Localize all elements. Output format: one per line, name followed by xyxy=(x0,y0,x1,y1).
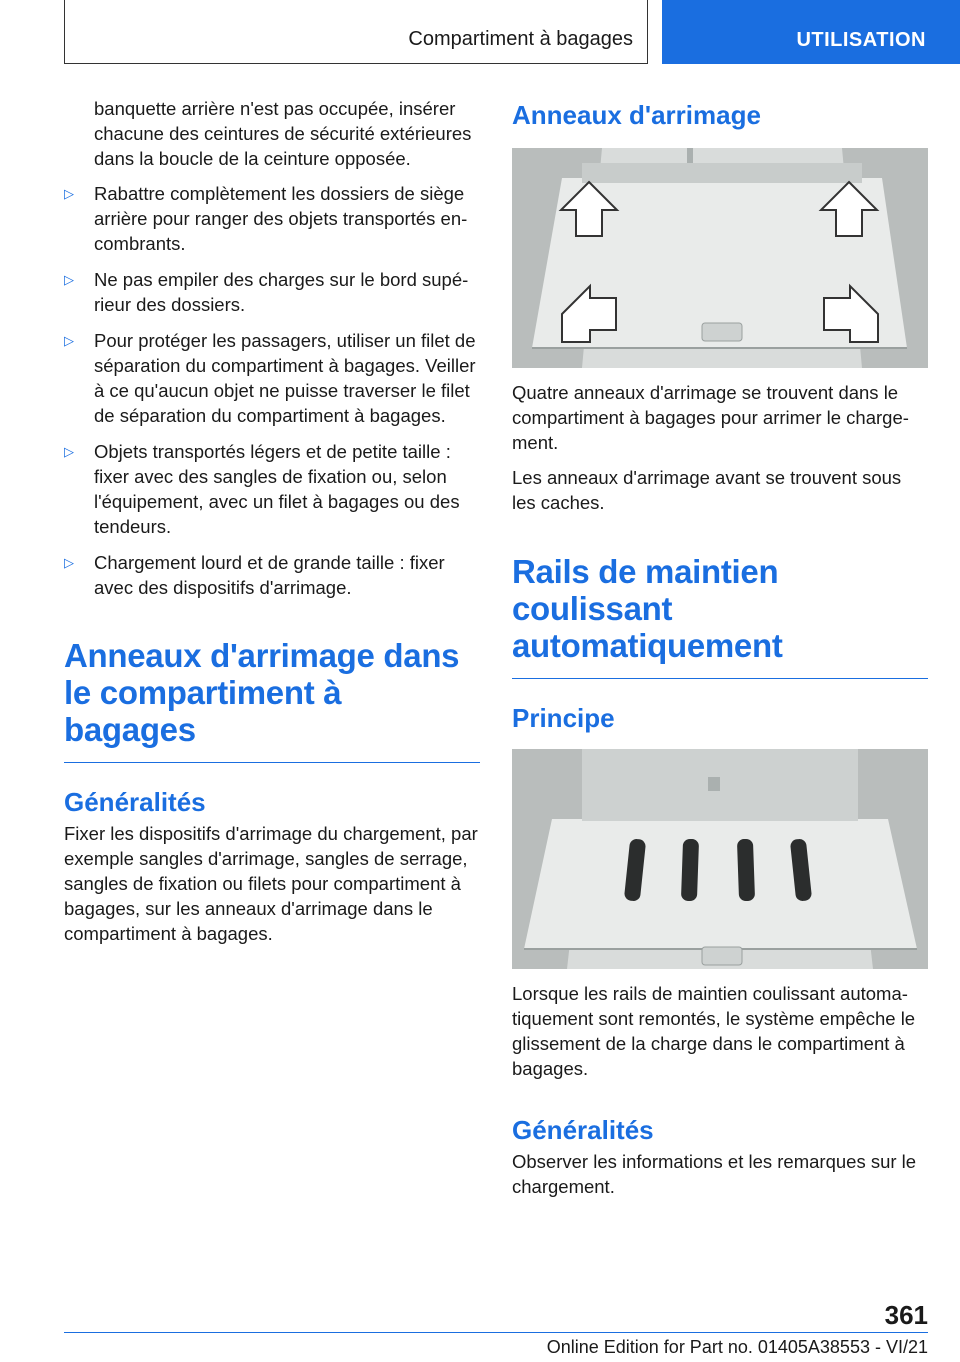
header-chapter-tab xyxy=(662,0,960,64)
principe-text: Lorsque les rails de maintien coulissant automatiquement sont remontés, le système empêche le glissement de la charge dans le compartiment à bagages. xyxy=(512,983,916,1079)
generalites-right-text: Observer les informations et les remarques sur le chargement. xyxy=(512,1151,917,1197)
generalites-text: Fixer les dispositifs d'arrimage du chargement, par exemple sangles d'arrimage, sangles de serrage, sangles de fixation ou filets pour compartiment à bagages, sur les anneaux d'arrimage dans le compartiment à bagages. xyxy=(64,823,478,944)
trunk-rails-image xyxy=(512,749,928,969)
list-item-text: Ne pas empiler des charges sur le bord supérieur des dossiers. xyxy=(94,269,469,315)
list-item xyxy=(64,550,480,600)
header-section-box xyxy=(64,0,648,64)
anneaux-text-2: Les anneaux d'arrimage avant se trouvent sous les caches. xyxy=(512,467,902,513)
subsection-title-generalites-right: Généralités xyxy=(512,1115,654,1145)
triangle-right-icon: ▷ xyxy=(64,186,74,201)
list-item-text: Rabattre complètement les dossiers de siège arrière pour ranger des objets transportés encombrants. xyxy=(94,183,468,254)
footer-divider xyxy=(64,1332,928,1333)
list-item-text: Chargement lourd et de grande taille : fixer avec des dispositifs d'arrimage. xyxy=(94,552,445,598)
list-item xyxy=(64,181,480,256)
anneaux-text-1: Quatre anneaux d'arrimage se trouvent dans le compartiment à bagages pour arrimer le chargement. xyxy=(512,382,909,453)
trunk-lashing-eyes-image xyxy=(512,148,928,368)
safety-bullet-list xyxy=(64,181,480,600)
continuation-text: banquette arrière n'est pas occupée, insérer chacune des ceintures de sécurité extérieures dans la boucle de la ceinture opposée. xyxy=(94,98,472,169)
list-item-text: Objets transportés légers et de petite taille : fixer avec des sangles de fixation ou, selon l'équipement, avec un filet à bagages ou des tendeurs. xyxy=(94,441,460,537)
list-item xyxy=(64,328,480,428)
right-column xyxy=(512,100,928,1209)
section-title-anneaux: Anneaux d'arrimage xyxy=(512,100,761,130)
section-title-rails: Rails de maintien coulissant automatiquement xyxy=(512,553,783,664)
list-item-text: Pour protéger les passagers, utiliser un filet de séparation du compartiment à bagages. Veiller à ce qu'aucun objet ne puisse traverser le filet de séparation du compartiment à bagages. xyxy=(94,330,476,426)
triangle-right-icon: ▷ xyxy=(64,333,74,348)
subsection-title-principe: Principe xyxy=(512,703,615,733)
header-section-title: Compartiment à bagages xyxy=(408,28,633,50)
footer-edition: Online Edition for Part no. 01405A38553 - VI/21 xyxy=(546,1337,928,1357)
list-item xyxy=(64,267,480,317)
triangle-right-icon: ▷ xyxy=(64,555,74,570)
page-number: 361 xyxy=(884,1300,928,1330)
left-column xyxy=(64,96,480,956)
section-title-anneaux-compartiment: Anneaux d'arrimage dans le compartiment à bagages xyxy=(64,637,460,748)
header-chapter-title: UTILISATION xyxy=(796,29,926,51)
list-item xyxy=(64,439,480,539)
triangle-right-icon: ▷ xyxy=(64,272,74,287)
triangle-right-icon: ▷ xyxy=(64,444,74,459)
subsection-title-generalites: Généralités xyxy=(64,787,206,817)
